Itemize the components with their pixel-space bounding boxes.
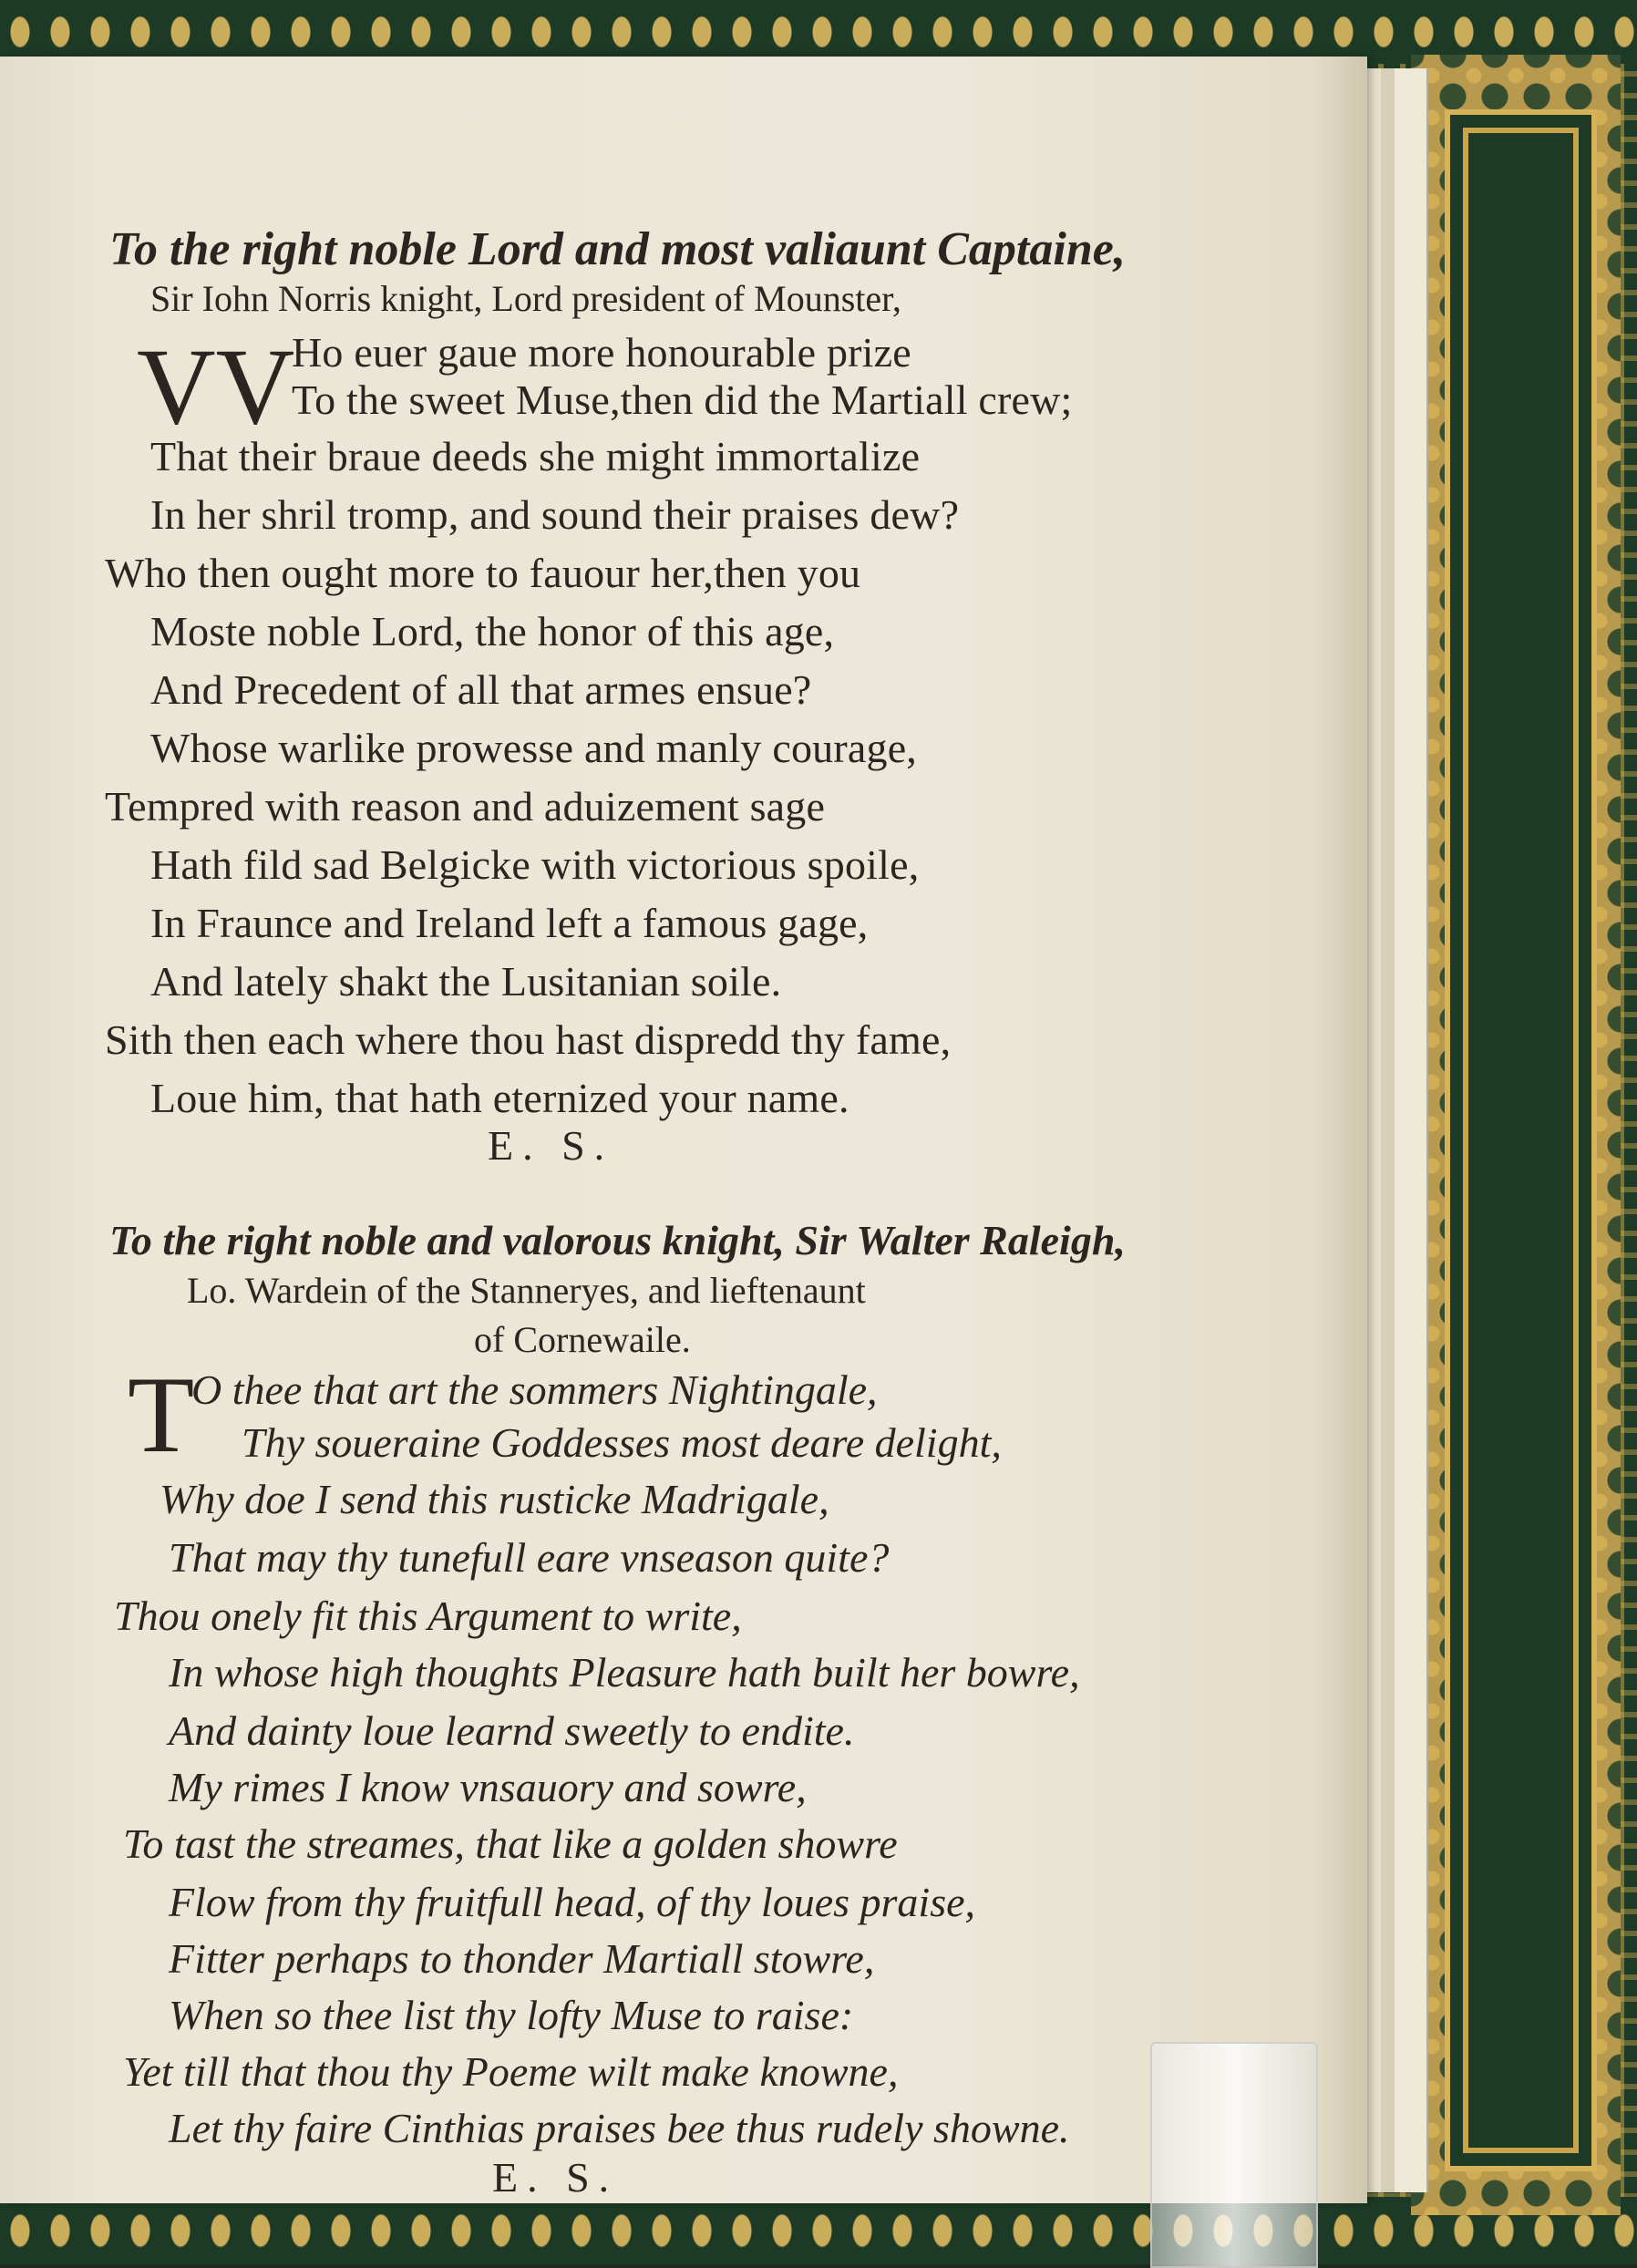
poem1-signature: E. S. (488, 1122, 614, 1169)
poem2-line-14: Let thy faire Cinthias praises bee thus rudely showne. (169, 2105, 1070, 2151)
poem1-line-10: Hath fild sad Belgicke with victorious spoile, (150, 841, 920, 888)
poem1-line-2: To the sweet Muse,then did the Martiall crew; (292, 376, 1073, 423)
binding-bottom-border (0, 2197, 1637, 2264)
poem2-line-10: Flow from thy fruitfull head, of thy loues praise, (169, 1879, 976, 1925)
poem1-line-9: Tempred with reason and aduizement sage (105, 783, 826, 830)
binding-right-panel (1445, 109, 1597, 2171)
poem1-line-14: Loue him, that hath eternized your name. (150, 1075, 849, 1121)
poem1-heading: To the right noble Lord and most valiaunt Captaine, (109, 223, 1126, 275)
poem1-line-11: In Fraunce and Ireland left a famous gage, (150, 900, 869, 946)
poem1-line-7: And Precedent of all that armes ensue? (150, 666, 812, 713)
poem2-line-1: O thee that art the sommers Nightingale, (191, 1366, 878, 1413)
poem2-dropcap: T (128, 1354, 195, 1475)
poem2-signature: E. S. (492, 2154, 619, 2201)
poem2-line-13: Yet till that thou thy Poeme wilt make knowne, (123, 2048, 899, 2095)
poem2-line-9: To tast the streames, that like a golden showre (123, 1820, 898, 1867)
poem2-line-11: Fitter perhaps to thonder Martiall stowre, (169, 1935, 875, 1982)
book-page (0, 57, 1367, 2203)
poem2-line-5: Thou onely fit this Argument to write, (114, 1593, 742, 1639)
poem2-heading: To the right noble and valorous knight, Sir Walter Raleigh, (109, 1217, 1126, 1263)
poem1-line-1: Ho euer gaue more honourable prize (292, 329, 911, 376)
poem2-subheading-1: Lo. Wardein of the Stanneryes, and lieftenaunt (187, 1270, 866, 1311)
poem1-line-6: Moste noble Lord, the honor of this age, (150, 608, 835, 655)
binding-top-border (0, 0, 1637, 64)
poem1-line-8: Whose warlike prowesse and manly courage, (150, 725, 918, 771)
poem2-line-3: Why doe I send this rusticke Madrigale, (160, 1476, 829, 1522)
poem1-line-5: Who then ought more to fauour her,then you (105, 550, 861, 596)
poem1-line-3: That their braue deeds she might immortalize (150, 433, 921, 479)
poem1-subheading: Sir Iohn Norris knight, Lord president of Mounster, (150, 278, 901, 319)
page-clip (1150, 2042, 1318, 2268)
poem1-line-4: In her shril tromp, and sound their praises dew? (150, 491, 960, 538)
poem2-line-7: And dainty loue learnd sweetly to endite. (169, 1707, 855, 1754)
poem2-line-12: When so thee list thy lofty Muse to raise: (169, 1992, 854, 2038)
poem2-line-2: Thy soueraine Goddesses most deare delight, (242, 1419, 1002, 1466)
poem2-line-8: My rimes I know vnsauory and sowre, (169, 1764, 807, 1810)
poem2-line-4: That may thy tunefull eare vnseason quite? (169, 1534, 890, 1581)
poem1-line-12: And lately shakt the Lusitanian soile. (150, 958, 782, 1005)
poem2-subheading-2: of Cornewaile. (474, 1319, 691, 1360)
poem2-line-6: In whose high thoughts Pleasure hath built her bowre, (169, 1649, 1080, 1696)
poem1-line-13: Sith then each where thou hast dispredd thy fame, (105, 1016, 952, 1063)
poem1-dropcap: VV (137, 325, 295, 447)
